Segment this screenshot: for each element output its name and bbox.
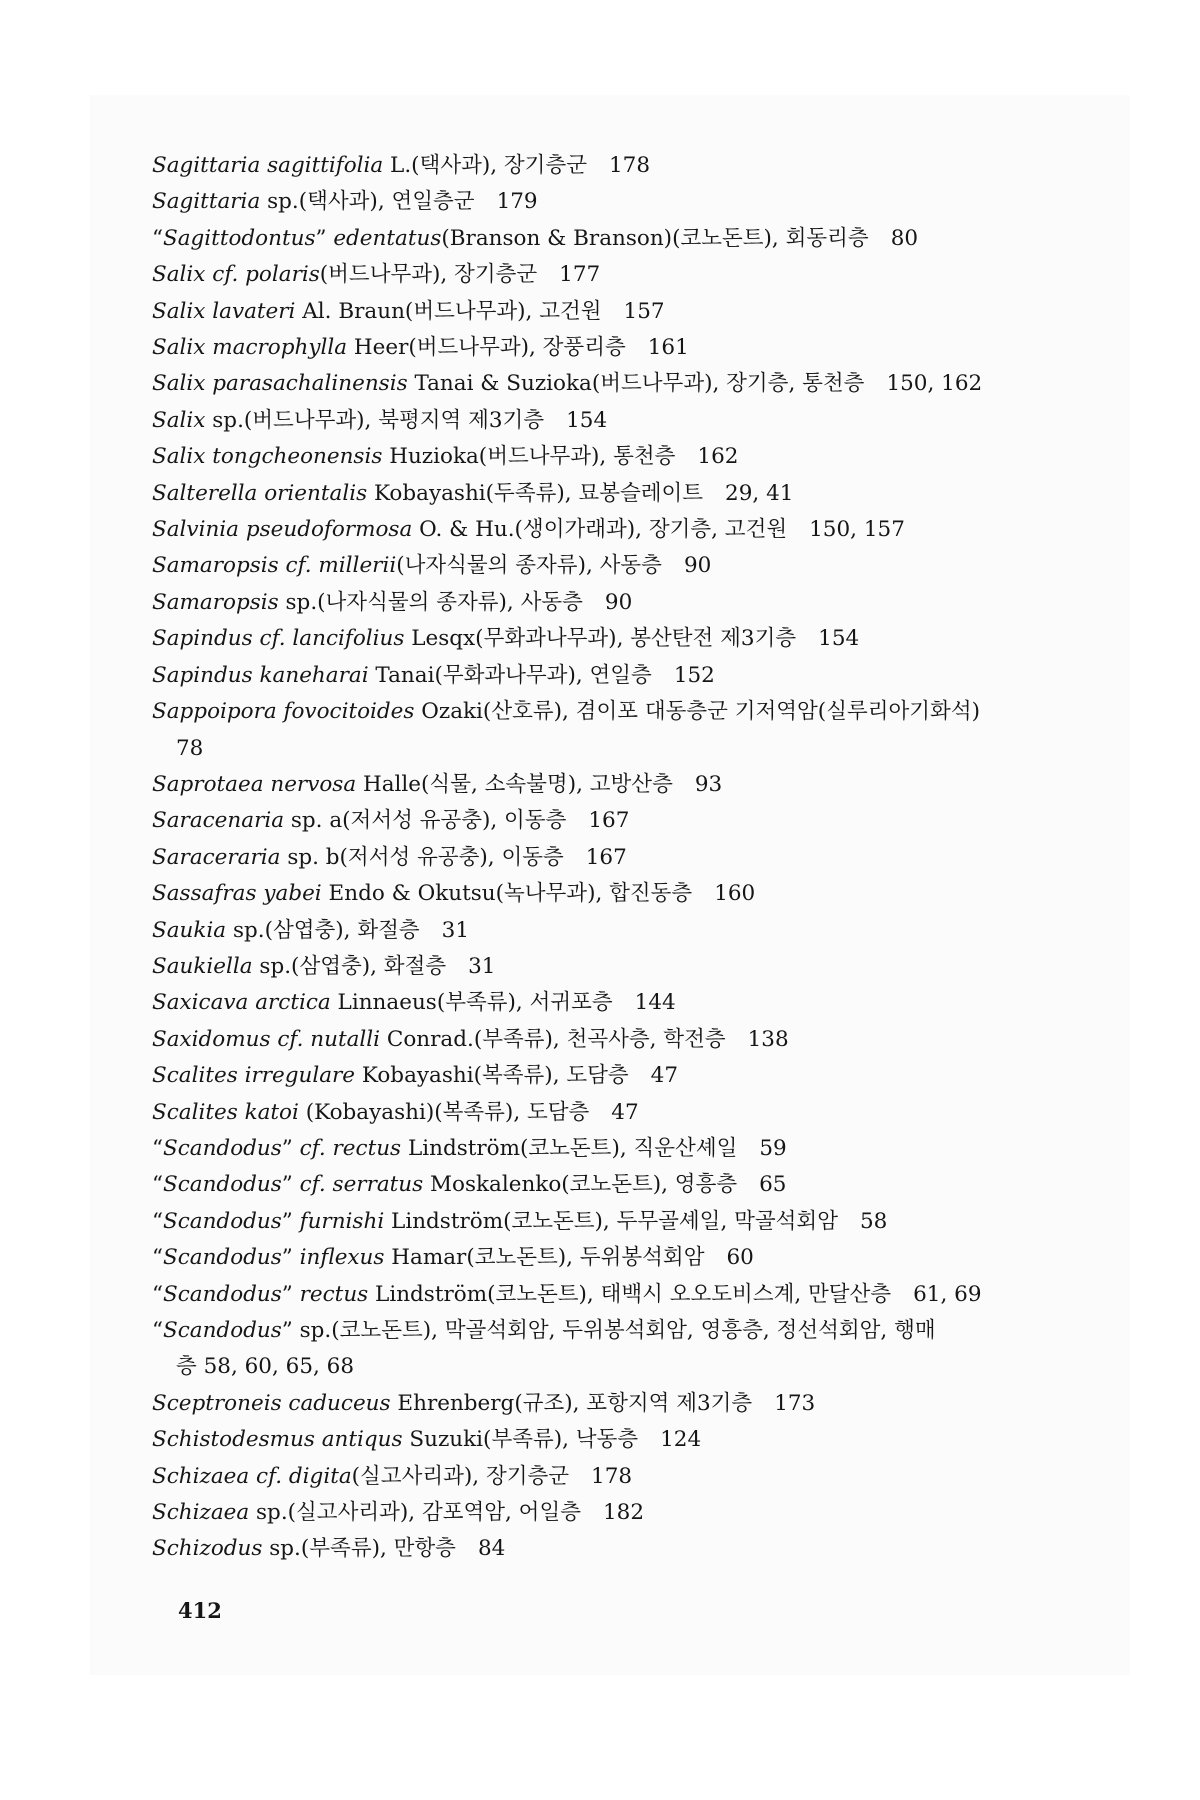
scientific-name: Salvinia pseudoformosa: [152, 517, 413, 543]
scientific-name: Schizaea: [152, 1500, 250, 1526]
page-reference: 144: [634, 990, 676, 1016]
scientific-name: Sagittaria sagittifolia: [152, 153, 384, 178]
close-quote: ”: [281, 1208, 293, 1234]
index-entry: [152, 1240, 1072, 1276]
index-entry: [152, 803, 1072, 839]
index-entry: [152, 1422, 1072, 1458]
entry-description: Al. Braun(버드나무과), 고건원: [295, 298, 602, 324]
species-epithet: cf. serratus: [292, 1172, 424, 1198]
page-reference: 47: [611, 1099, 639, 1125]
entry-description: Kobayashi(두족류), 묘봉슬레이트: [367, 480, 704, 506]
open-quote: “: [152, 225, 163, 251]
index-entry: [152, 949, 1072, 985]
scientific-name: Sagittodontus: [163, 225, 316, 251]
page-reference: 160: [714, 881, 756, 907]
open-quote: “: [152, 1135, 163, 1161]
close-quote: ”: [315, 225, 327, 251]
page-reference: 150, 162: [886, 371, 983, 397]
entry-description: Conrad.(부족류), 천곡사층, 학전층: [380, 1026, 726, 1052]
index-entry: [152, 1022, 1072, 1058]
species-epithet: cf. millerii: [278, 553, 397, 579]
page-reference: 177: [559, 262, 601, 288]
page-reference: 90: [604, 589, 633, 615]
entry-description: sp. b(저서성 유공충), 이동층: [280, 844, 564, 870]
page-reference: 47: [650, 1063, 679, 1089]
scientific-name: Sassafras yabei: [152, 881, 322, 907]
entry-description: sp.(삼엽충), 화절층: [252, 953, 447, 979]
entry-description: Lindström(코노돈트), 직운산셰일: [401, 1135, 738, 1161]
page-reference: 65: [759, 1172, 787, 1198]
page-reference: 31: [441, 917, 470, 943]
scientific-name: Scalites irregulare: [152, 1063, 356, 1089]
entry-description: Moskalenko(코노돈트), 영흥층: [423, 1172, 738, 1198]
entry-description: Kobayashi(복족류), 도담층: [355, 1063, 629, 1089]
index-entry: [152, 257, 1072, 293]
scientific-name: Schistodesmus antiqus: [152, 1427, 403, 1453]
index-entry: [152, 439, 1072, 475]
index-entry: [152, 585, 1072, 621]
entry-description: Lindström(코노돈트), 두무골셰일, 막골석회암: [384, 1208, 838, 1234]
index-entry: [152, 1459, 1072, 1495]
species-epithet: cf. digita: [249, 1463, 352, 1489]
scientific-name: Scandodus: [163, 1135, 282, 1161]
index-entry: [152, 1277, 1072, 1313]
index-entry: [152, 221, 1072, 257]
index-entry: [152, 148, 1072, 184]
page-reference: 124: [660, 1427, 702, 1453]
scientific-name: Scandodus: [163, 1172, 282, 1198]
index-entry: [152, 548, 1072, 584]
page-reference: 167: [585, 844, 627, 870]
scientific-name: Sapindus kaneharai: [152, 662, 369, 688]
page-reference: 182: [603, 1500, 645, 1526]
scientific-name: Scandodus: [163, 1318, 282, 1343]
entry-description: sp.(실고사리과), 감포역암, 어일층: [249, 1500, 581, 1526]
page-reference: 154: [566, 407, 608, 433]
entry-description: Linnaeus(부족류), 서귀포층: [330, 990, 613, 1016]
entry-description: (Kobayashi)(복족류), 도담층: [298, 1099, 590, 1125]
entry-description: (나자식물의 종자류), 사동층: [396, 553, 662, 579]
index-entry: [152, 1495, 1072, 1531]
entry-description: Huzioka(버드나무과), 통천층: [382, 444, 676, 470]
page-reference: 80: [890, 225, 919, 251]
scientific-name: Saxidomus: [152, 1026, 271, 1052]
index-entry: [152, 767, 1072, 803]
entry-description: O. & Hu.(생이가래과), 장기층, 고건원: [412, 517, 788, 543]
page-reference: 157: [623, 298, 665, 324]
entry-description: Lindström(코노돈트), 태백시 오오도비스계, 만달산층: [368, 1281, 892, 1307]
entry-description: sp.(버드나무과), 북평지역 제3기층: [205, 407, 545, 433]
entry-description: Ehrenberg(규조), 포항지역 제3기층: [390, 1390, 753, 1416]
scientific-name: Schizodus: [152, 1536, 263, 1562]
close-quote: ”: [281, 1281, 293, 1307]
close-quote: ”: [281, 1135, 293, 1161]
entry-description: L.(택사과), 장기층군: [383, 153, 587, 178]
index-entry: [152, 621, 1072, 657]
page-number: 412: [178, 1598, 222, 1623]
index-entry: [152, 1095, 1072, 1131]
scientific-name: Schizaea: [152, 1463, 250, 1489]
index-entry: [152, 366, 1072, 402]
scientific-name: Salix macrophylla: [152, 335, 348, 361]
index-entry: [152, 294, 1072, 330]
entry-description: Tanai(무화과나무과), 연일층: [368, 662, 652, 688]
page-reference: 161: [647, 335, 689, 361]
index-entry: [152, 876, 1072, 912]
page-reference: 178: [591, 1463, 633, 1489]
page-reference: 173: [774, 1390, 816, 1416]
scientific-name: Samaropsis: [152, 589, 279, 615]
scientific-name: Saprotaea nervosa: [152, 771, 357, 797]
entry-description: Endo & Okutsu(녹나무과), 합진동층: [321, 881, 693, 907]
entry-description: sp.(나자식물의 종자류), 사동층: [278, 589, 583, 615]
index-entry-list: [152, 148, 1072, 1568]
page-reference: 150, 157: [809, 517, 905, 543]
open-quote: “: [152, 1245, 163, 1271]
species-epithet: inflexus: [292, 1245, 385, 1271]
close-quote: ”: [281, 1245, 293, 1271]
scientific-name: Saxicava arctica: [152, 990, 331, 1016]
scientific-name: Sceptroneis caduceus: [152, 1390, 391, 1416]
scientific-name: Saracenaria: [152, 808, 285, 834]
entry-continuation: 78: [176, 735, 204, 761]
species-epithet: cf. rectus: [292, 1135, 402, 1161]
scientific-name: Salterella orientalis: [152, 480, 368, 506]
entry-description: (Branson & Branson)(코노돈트), 회동리층: [441, 225, 869, 251]
entry-description: sp.(코노돈트), 막골석회암, 두위봉석회암, 영흥층, 정선석회암, 행매: [292, 1318, 936, 1343]
index-entry: [152, 1531, 1072, 1567]
entry-description: Hamar(코노돈트), 두위봉석회암: [384, 1245, 705, 1271]
index-entry: [152, 1313, 1072, 1386]
scientific-name: Salix parasachalinensis: [152, 371, 408, 397]
page-reference: 60: [726, 1245, 754, 1271]
page-reference: 61, 69: [913, 1281, 982, 1307]
page-reference: 29, 41: [725, 480, 794, 506]
index-entry: [152, 1167, 1072, 1203]
open-quote: “: [152, 1208, 163, 1234]
index-entry: [152, 1131, 1072, 1167]
page-reference: 59: [759, 1135, 787, 1161]
page-reference: 167: [588, 808, 630, 834]
index-entry: [152, 840, 1072, 876]
scientific-name: Samaropsis: [152, 553, 279, 579]
page-reference: 58: [859, 1208, 888, 1234]
open-quote: “: [152, 1172, 163, 1198]
scientific-name: Salix: [152, 407, 206, 433]
species-epithet: cf. lancifolius: [252, 626, 405, 652]
page-reference: 152: [673, 662, 715, 688]
scientific-name: Scandodus: [163, 1208, 282, 1234]
scientific-name: Saraceraria: [152, 844, 281, 870]
index-entry: [152, 184, 1072, 220]
entry-description: sp.(삼엽충), 화절층: [226, 917, 420, 943]
species-epithet: cf. polaris: [205, 262, 320, 288]
index-entry: [152, 512, 1072, 548]
scientific-name: Scandodus: [163, 1245, 282, 1271]
entry-continuation: 층 58, 60, 65, 68: [176, 1354, 355, 1380]
entry-description: (버드나무과), 장기층군: [319, 262, 538, 288]
entry-description: sp.(택사과), 연일층군: [260, 189, 475, 215]
page-reference: 178: [609, 153, 651, 178]
scientific-name: Sapindus: [152, 626, 253, 652]
index-entry: [152, 330, 1072, 366]
entry-description: Halle(식물, 소속불명), 고방산층: [356, 771, 673, 797]
scientific-name: Scalites katoi: [152, 1099, 299, 1125]
page-reference: 162: [697, 444, 739, 470]
entry-description: sp. a(저서성 유공충), 이동층: [284, 808, 567, 834]
entry-description: (실고사리과), 장기층군: [351, 1463, 570, 1489]
index-entry: [152, 1204, 1072, 1240]
scientific-name: Sagittaria: [152, 189, 261, 215]
entry-description: Ozaki(산호류), 겸이포 대동층군 기저역암(실루리아기화석): [414, 699, 980, 725]
scientific-name: Salix tongcheonensis: [152, 444, 383, 470]
scientific-name: Sappoipora fovocitoides: [152, 699, 415, 725]
page-reference: 179: [496, 189, 538, 215]
species-epithet: rectus: [292, 1281, 369, 1307]
index-entry: [152, 913, 1072, 949]
entry-description: Tanai & Suzioka(버드나무과), 장기층, 통천층: [407, 371, 865, 397]
index-entry: [152, 985, 1072, 1021]
entry-description: Suzuki(부족류), 낙동층: [402, 1427, 639, 1453]
open-quote: “: [152, 1281, 163, 1307]
entry-description: Heer(버드나무과), 장풍리층: [347, 335, 626, 361]
scientific-name: Salix: [152, 262, 206, 288]
open-quote: “: [152, 1318, 163, 1343]
page-reference: 84: [477, 1536, 506, 1562]
index-entry: [152, 403, 1072, 439]
species-epithet: edentatus: [326, 225, 442, 251]
species-epithet: furnishi: [292, 1208, 385, 1234]
index-entry: [152, 694, 1072, 767]
index-entry: [152, 1386, 1072, 1422]
scientific-name: Saukiella: [152, 953, 253, 979]
page-reference: 93: [694, 771, 723, 797]
page-reference: 31: [468, 953, 496, 979]
entry-description: sp.(부족류), 만항층: [262, 1536, 456, 1562]
close-quote: ”: [281, 1172, 293, 1198]
entry-description: Lesqx(무화과나무과), 봉산탄전 제3기층: [404, 626, 797, 652]
species-epithet: cf. nutalli: [270, 1026, 381, 1052]
close-quote: ”: [281, 1318, 293, 1343]
page-reference: 90: [683, 553, 712, 579]
scientific-name: Scandodus: [163, 1281, 282, 1307]
scientific-name: Saukia: [152, 917, 227, 943]
index-entry: [152, 1058, 1072, 1094]
scientific-name: Salix lavateri: [152, 298, 296, 324]
index-entry: [152, 476, 1072, 512]
index-entry: [152, 658, 1072, 694]
page-reference: 154: [818, 626, 860, 652]
page-reference: 138: [747, 1026, 789, 1052]
